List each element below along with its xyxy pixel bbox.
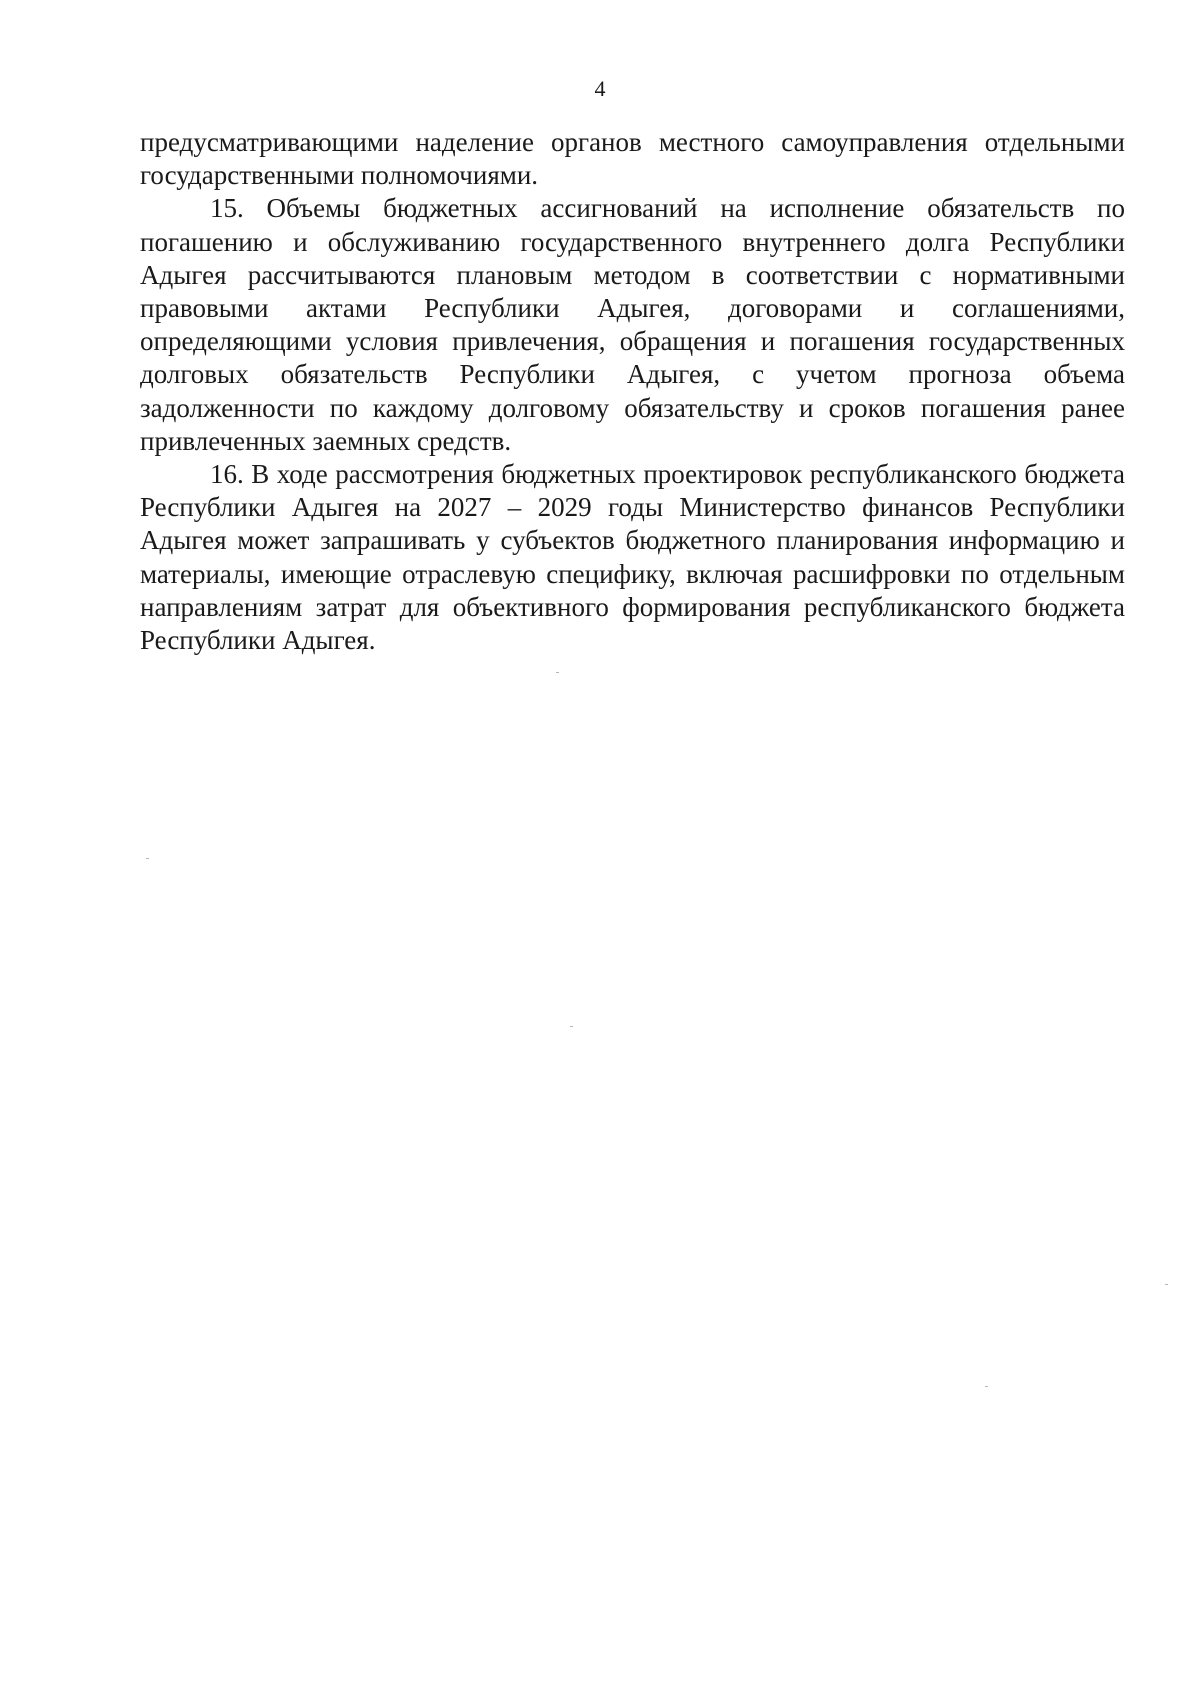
scan-speck <box>1165 1284 1168 1285</box>
paragraph-continuation: предусматривающими наделение органов местного самоуправления отдельными государственными полномочиями. <box>140 127 1125 191</box>
paragraph-15: 15. Объемы бюджетных ассигнований на исполнение обязательств по погашению и обслуживанию государственного внутреннего долга Республики Адыгея рассчитываются плановым методом в соответствии с нормативными правовыми актами Республики Адыгея, договорами и соглашениями, определяющими условия привлечения, обращения и погашения государственных долговых обязательств Республики Адыгея, с учетом прогноза объема задолженности по каждому долговому обязательству и сроков погашения ранее привлеченных заемных средств. <box>140 193 1125 456</box>
scan-speck <box>556 672 559 673</box>
document-body <box>140 126 1125 657</box>
page-number: 4 <box>594 76 606 101</box>
scan-speck <box>146 858 149 859</box>
scan-speck <box>985 1386 988 1387</box>
paragraph-16: 16. В ходе рассмотрения бюджетных проектировок республиканского бюджета Республики Адыгея на 2027 – 2029 годы Министерство финансов Республики Адыгея может запрашивать у субъектов бюджетного планирования информацию и материалы, имеющие отраслевую специфику, включая расшифровки по отдельным направлениям затрат для объективного формирования республиканского бюджета Республики Адыгея. <box>140 459 1125 656</box>
scan-speck <box>570 1026 573 1027</box>
